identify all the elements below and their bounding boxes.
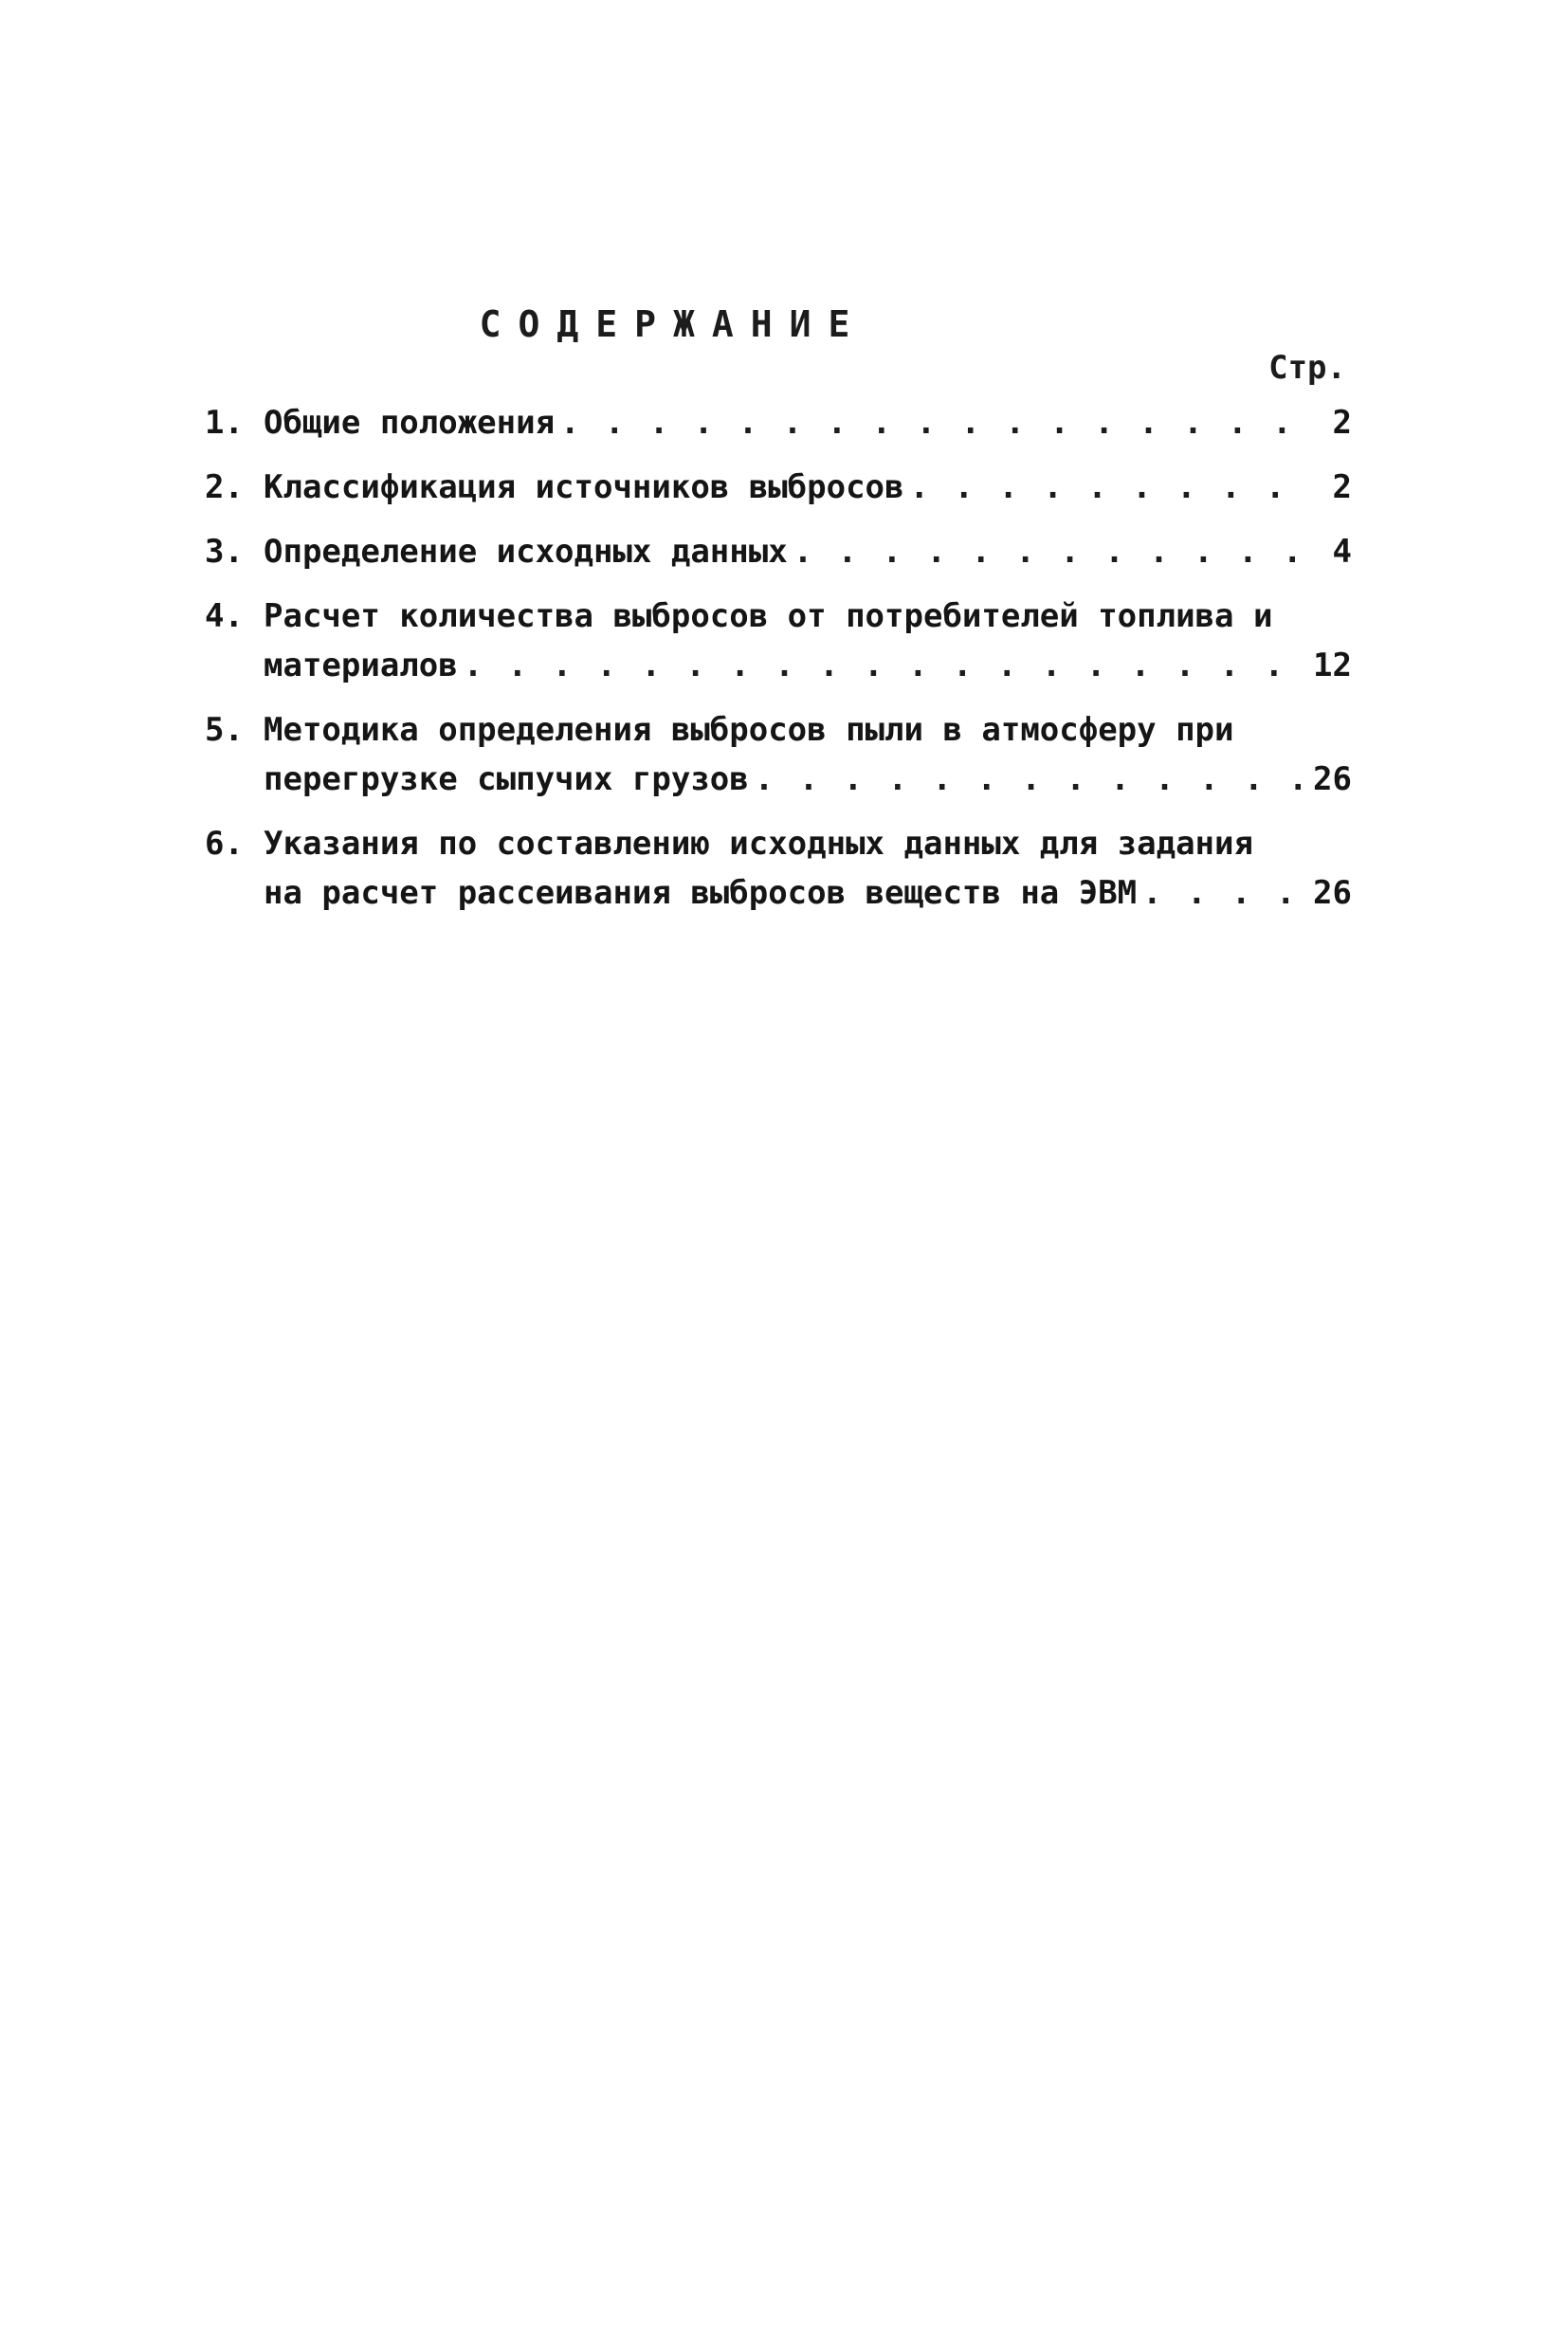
toc-entry-3	[205, 527, 1352, 576]
toc-entry-page: 2	[1332, 468, 1352, 506]
toc-entry-title: Указания по составлению исходных данных для задания	[264, 825, 1253, 863]
page-column-label: Стр.	[1268, 349, 1346, 387]
dot-leader	[555, 398, 1306, 447]
toc-entry-number: 1.	[205, 404, 244, 442]
toc-entry-title: Классификация источников выбросов	[264, 468, 904, 506]
toc-entry-title-continued: на расчет рассеивания выбросов веществ на ЭВМ	[264, 874, 1138, 912]
page-title: СОДЕРЖАНИЕ	[479, 303, 867, 345]
toc-entry-page: 26	[1313, 760, 1352, 798]
dot-leader	[458, 641, 1306, 690]
toc-entry-title-continued: материалов	[264, 647, 458, 684]
toc-entry-page: 2	[1332, 404, 1352, 442]
dot-leader	[749, 755, 1306, 804]
toc-entry-title: Определение исходных данных	[264, 533, 788, 571]
toc-entry-title-continued: перегрузке сыпучих грузов	[264, 760, 749, 798]
dot-leader	[788, 527, 1306, 576]
toc-entry-5	[205, 705, 1352, 804]
toc-entry-2	[205, 463, 1352, 512]
toc-entry-4	[205, 592, 1352, 690]
toc-entry-title: Расчет количества выбросов от потребителей топлива и	[264, 597, 1273, 635]
toc-entry-number: 3.	[205, 533, 244, 571]
toc-entry-page: 26	[1313, 874, 1352, 912]
dot-leader	[904, 463, 1306, 512]
table-of-contents	[205, 398, 1352, 933]
dot-leader	[1137, 868, 1306, 918]
toc-entry-page: 12	[1313, 647, 1352, 684]
toc-entry-number: 6.	[205, 825, 244, 863]
toc-entry-number: 4.	[205, 597, 244, 635]
toc-entry-title: Общие положения	[264, 404, 556, 442]
toc-entry-number: 5.	[205, 711, 244, 749]
toc-entry-number: 2.	[205, 468, 244, 506]
toc-entry-title: Методика определения выбросов пыли в атмосферу при	[264, 711, 1234, 749]
toc-entry-page: 4	[1332, 533, 1352, 571]
toc-entry-1	[205, 398, 1352, 447]
toc-entry-6	[205, 819, 1352, 918]
